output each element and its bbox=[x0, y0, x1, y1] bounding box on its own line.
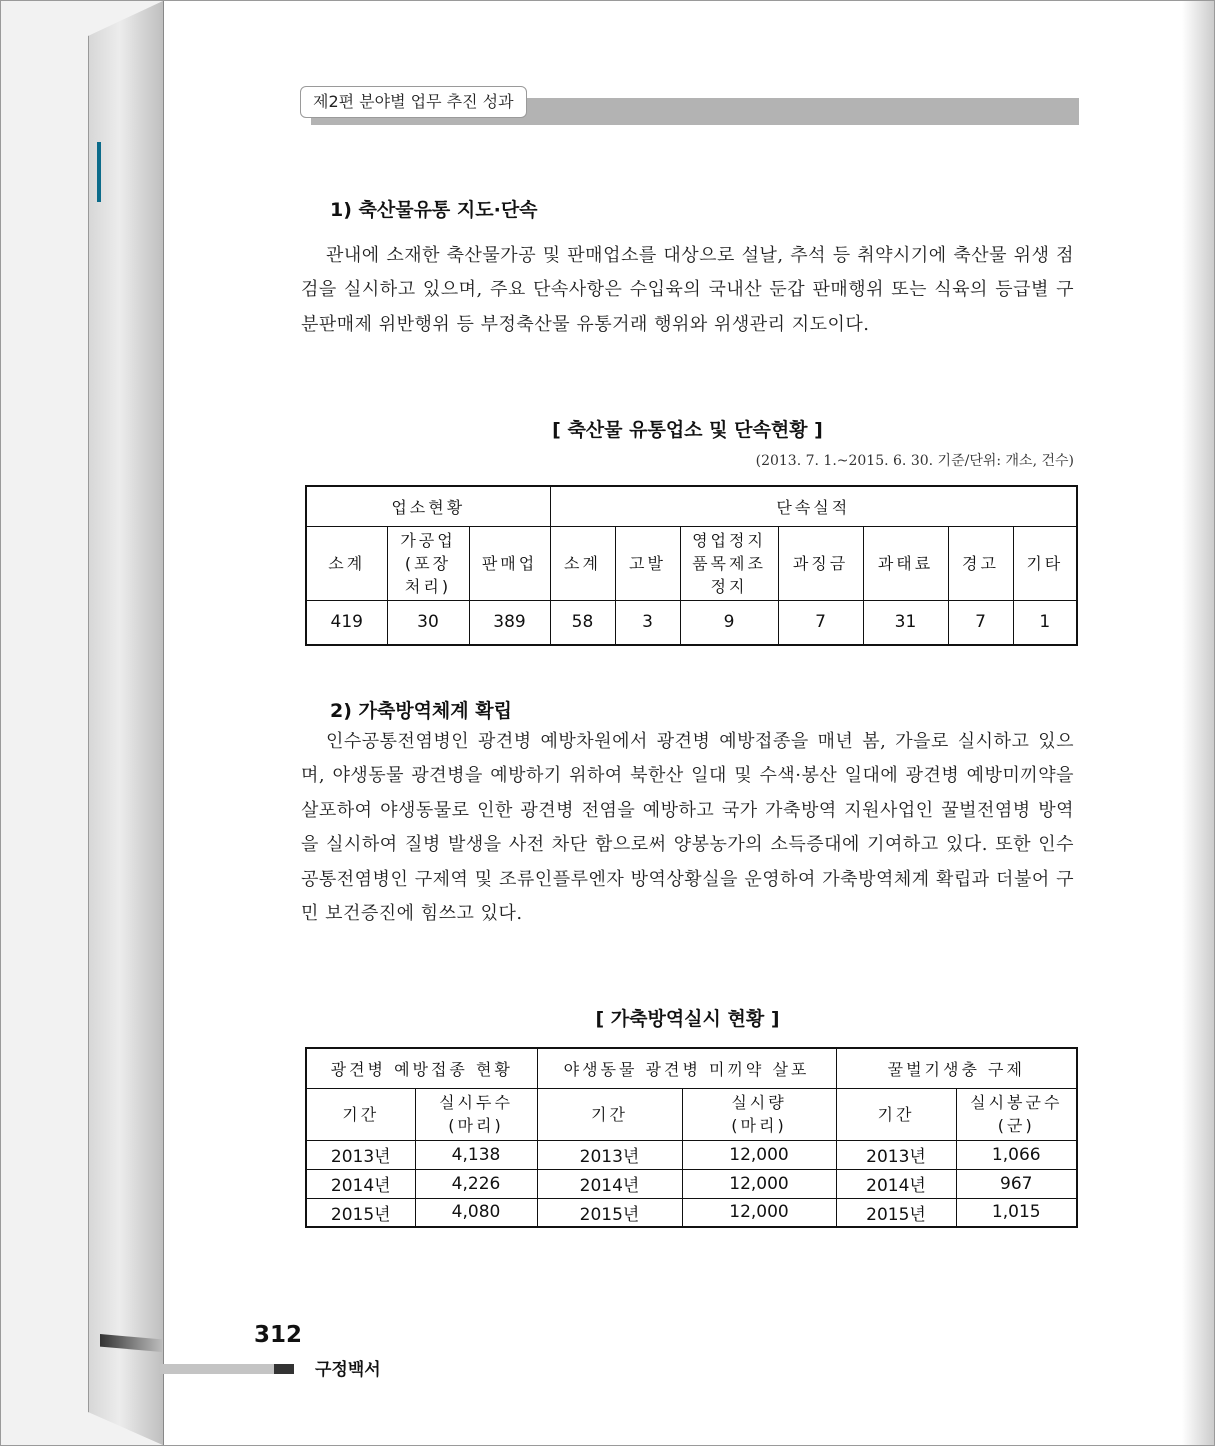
table2-column-header: 기간 bbox=[836, 1088, 956, 1140]
table1-cell: 3 bbox=[615, 600, 680, 645]
table2-cell: 1,066 bbox=[956, 1140, 1077, 1169]
table1-cell: 389 bbox=[469, 600, 550, 645]
table2-cell: 2014년 bbox=[836, 1169, 956, 1198]
footer-bar bbox=[160, 1364, 274, 1374]
table1-column-header: 소계 bbox=[550, 526, 615, 600]
table2-column-header: 실시봉군수 (군) bbox=[956, 1088, 1077, 1140]
table2-cell: 2013년 bbox=[836, 1140, 956, 1169]
table1-group-header: 단속실적 bbox=[550, 486, 1077, 526]
table1-column-header: 고발 bbox=[615, 526, 680, 600]
table1-column-header: 경고 bbox=[948, 526, 1013, 600]
table2-group-header: 야생동물 광견병 미끼약 살포 bbox=[537, 1048, 836, 1088]
table1-cell: 419 bbox=[306, 600, 387, 645]
table2-column-header: 기간 bbox=[537, 1088, 682, 1140]
table1-cell: 1 bbox=[1013, 600, 1077, 645]
table1-column-header: 기타 bbox=[1013, 526, 1077, 600]
table1-column-header: 소계 bbox=[306, 526, 387, 600]
book-page bbox=[163, 0, 1215, 1446]
table1 bbox=[305, 485, 1078, 646]
table2-cell: 12,000 bbox=[682, 1140, 836, 1169]
table1-note: (2013. 7. 1.~2015. 6. 30. 기준/단위: 개소, 건수) bbox=[755, 453, 1074, 469]
page-number: 312 bbox=[254, 1322, 303, 1348]
table2-cell: 2013년 bbox=[537, 1140, 682, 1169]
table2-title: [ 가축방역실시 현황 ] bbox=[595, 1008, 780, 1030]
table2-cell: 2015년 bbox=[306, 1198, 415, 1227]
page-curl-shadow bbox=[1182, 0, 1215, 1446]
table2-cell: 4,080 bbox=[415, 1198, 537, 1227]
table1-cell: 7 bbox=[948, 600, 1013, 645]
table2-cell: 2014년 bbox=[537, 1169, 682, 1198]
table-row bbox=[306, 1140, 1077, 1169]
table2-column-header: 기간 bbox=[306, 1088, 415, 1140]
table2-column-header: 실시두수 (마리) bbox=[415, 1088, 537, 1140]
table1-group-header: 업소현황 bbox=[306, 486, 550, 526]
table-row bbox=[306, 1169, 1077, 1198]
table2-cell: 4,226 bbox=[415, 1169, 537, 1198]
footer-bar-accent bbox=[274, 1364, 294, 1374]
table2-group-header: 광견병 예방접종 현황 bbox=[306, 1048, 537, 1088]
table2-cell: 2014년 bbox=[306, 1169, 415, 1198]
table1-column-header: 과태료 bbox=[863, 526, 948, 600]
table-row bbox=[306, 1198, 1077, 1227]
table1-cell: 9 bbox=[680, 600, 778, 645]
table-row bbox=[306, 600, 1077, 645]
section-header: 제2편 분야별 업무 추진 성과 bbox=[300, 86, 527, 118]
book-spine-edge bbox=[88, 0, 165, 1446]
table1-column-header: 판매업 bbox=[469, 526, 550, 600]
table2-column-header: 실시량 (마리) bbox=[682, 1088, 836, 1140]
table1-cell: 31 bbox=[863, 600, 948, 645]
table2-cell: 12,000 bbox=[682, 1169, 836, 1198]
table1-cell: 7 bbox=[778, 600, 863, 645]
table1-column-header: 영업정지 품목제조 정지 bbox=[680, 526, 778, 600]
table2-cell: 4,138 bbox=[415, 1140, 537, 1169]
table1-column-header: 과징금 bbox=[778, 526, 863, 600]
table2-cell: 1,015 bbox=[956, 1198, 1077, 1227]
section2-paragraph: 인수공통전염병인 광견병 예방차원에서 광견병 예방접종을 매년 봄, 가을로 실시하고 있으며, 야생동물 광견병을 예방하기 위하여 북한산 일대 및 수색·봉산 일대에 광견병 예방미끼약을 살포하여 야생동물로 인한 광견병 전염을 예방하고 국가 가축방역 지원사업인 꿀벌전염병 방역을 실시하여 질병 발생을 사전 차단 함으로써 양봉농가의 소득증대에 기여하고 있다. 또한 인수공통전염병인 구제역 및 조류인플루엔자 방역상황실을 운영하여 가축방역체계 확립과 더불어 구민 보건증진에 힘쓰고 있다. bbox=[301, 731, 1074, 925]
table1-column-header: 가공업 (포장 처리) bbox=[387, 526, 469, 600]
spine-accent-mark bbox=[97, 142, 101, 202]
table1-title: [ 축산물 유통업소 및 단속현황 ] bbox=[552, 419, 823, 441]
section1-heading: 1) 축산물유통 지도·단속 bbox=[330, 199, 538, 221]
table2-cell: 967 bbox=[956, 1169, 1077, 1198]
table1-cell: 58 bbox=[550, 600, 615, 645]
table2 bbox=[305, 1047, 1078, 1228]
section1-paragraph: 관내에 소재한 축산물가공 및 판매업소를 대상으로 설날, 추석 등 취약시기에 축산물 위생 점검을 실시하고 있으며, 주요 단속사항은 수입육의 국내산 둔갑 판매행위 또는 식육의 등급별 구분판매제 위반행위 등 부정축산물 유통거래 행위와 위생관리 지도이다. bbox=[301, 245, 1074, 335]
section2-heading: 2) 가축방역체계 확립 bbox=[330, 700, 512, 722]
table2-cell: 2015년 bbox=[537, 1198, 682, 1227]
table2-cell: 2013년 bbox=[306, 1140, 415, 1169]
book-title: 구정백서 bbox=[315, 1360, 381, 1380]
table2-cell: 12,000 bbox=[682, 1198, 836, 1227]
table2-cell: 2015년 bbox=[836, 1198, 956, 1227]
table2-group-header: 꿀벌기생충 구제 bbox=[836, 1048, 1077, 1088]
table1-cell: 30 bbox=[387, 600, 469, 645]
